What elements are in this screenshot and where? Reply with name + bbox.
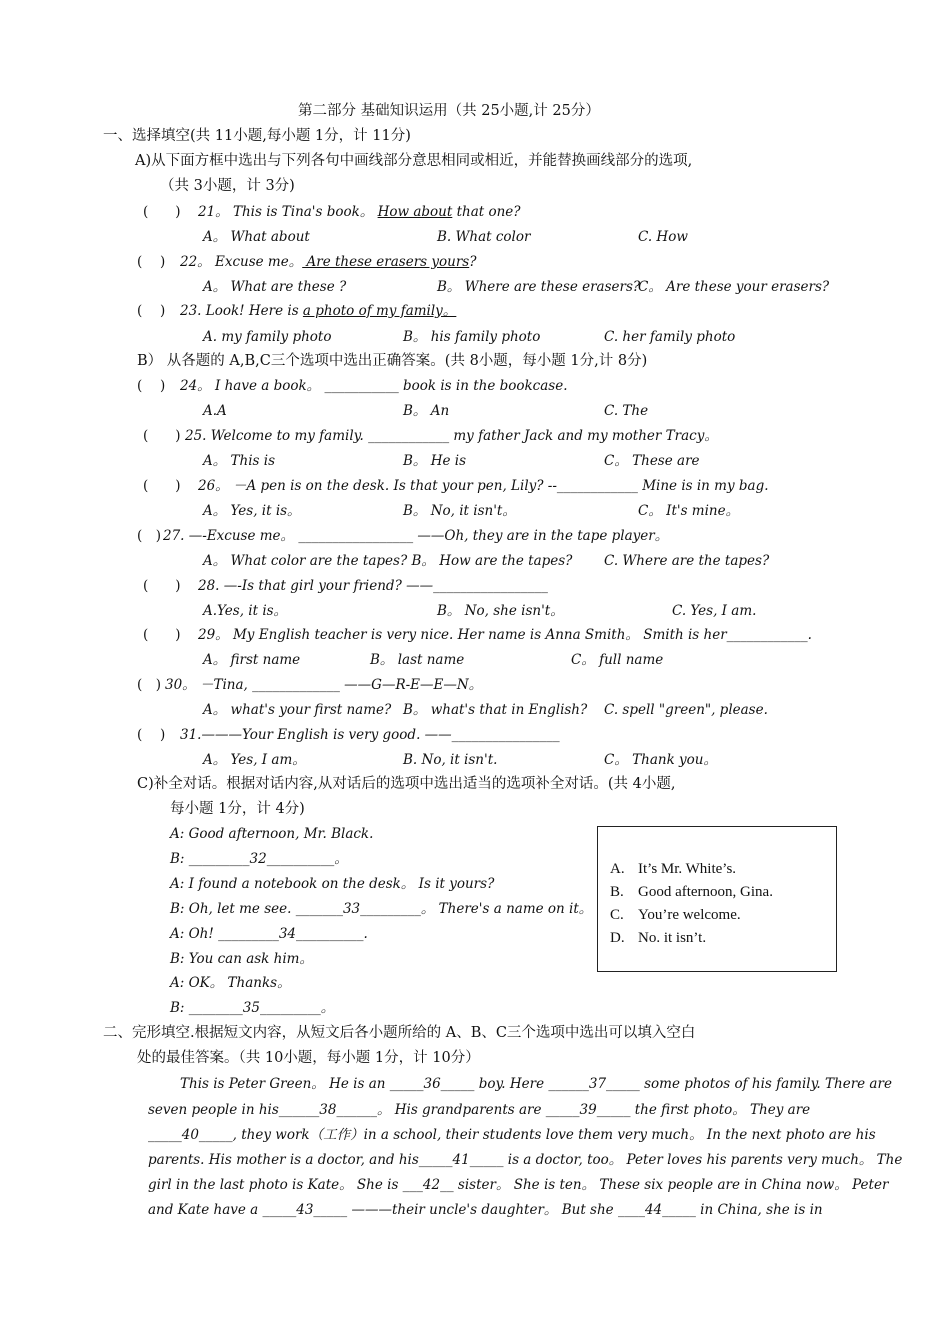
- q22-option-c: C。 Are these your erasers?: [638, 279, 830, 295]
- dialogue-options-box: [597, 826, 837, 972]
- q29-option-b: B。 last name: [370, 652, 465, 668]
- q27-option-ab: A。 What color are the tapes? B。 How are the tapes?: [203, 553, 573, 569]
- q30-option-c: C. spell "green", please.: [604, 702, 768, 718]
- passage-line: parents. His mother is a doctor, and his_____41_____ is a doctor, too。 Peter loves his parents very much。 The: [148, 1152, 903, 1168]
- dialogue-line: B: _________32__________。: [170, 851, 348, 867]
- q22-option-b: B。 Where are these erasers?: [437, 279, 641, 295]
- dialogue-line: A: OK。 Thanks。: [170, 975, 291, 991]
- q27-option-c: C. Where are the tapes?: [604, 553, 770, 569]
- q23-stem: 23. Look! Here is a photo of my family。: [180, 303, 457, 319]
- section1-header: 一、选择填空(共 11小题,每小题 1分，计 11分): [103, 128, 411, 144]
- q22-underlined: Are these erasers yours: [302, 254, 470, 270]
- q31-option-c: C。 Thank you。: [604, 752, 717, 768]
- q25-paren: ( ): [143, 428, 181, 444]
- q24-option-c: C. The: [604, 403, 649, 419]
- page-title: 第二部分 基础知识运用（共 25小题,计 25分）: [298, 103, 600, 119]
- dialogue-line: A: Good afternoon, Mr. Black.: [170, 826, 374, 842]
- q31-stem: 31.———Your English is very good. ——________________: [180, 727, 560, 743]
- passage-line: _____40_____, they work（工作）in a school, their students love them very much。 In the next photo are his: [148, 1127, 876, 1143]
- q28-stem: 28. —-Is that girl your friend? ——_________________: [198, 578, 548, 594]
- q29-option-a: A。 first name: [203, 652, 301, 668]
- partC-header: C)补全对话。根据对话内容,从对话后的选项中选出适当的选项补全对话。(共 4小题,: [137, 776, 676, 792]
- q26-option-b: B。 No, it isn't。: [403, 503, 516, 519]
- q31-option-b: B. No, it isn't.: [403, 752, 498, 768]
- partC-header-2: 每小题 1分，计 4分): [170, 801, 305, 817]
- q29-paren: ( ): [143, 627, 181, 643]
- q21-option-c: C. How: [638, 229, 688, 245]
- passage-line: This is Peter Green。 He is an _____36_____ boy. Here ______37_____ some photos of his family. There are: [180, 1076, 892, 1092]
- q23-option-b: B。 his family photo: [403, 329, 541, 345]
- q22-paren: ( ): [137, 254, 166, 270]
- section2-header: 二、完形填空.根据短文内容，从短文后各小题所给的 A、B、C三个选项中选出可以填入空白: [103, 1025, 696, 1041]
- q28-option-c: C. Yes, I am.: [672, 603, 757, 619]
- q28-option-b: B。 No, she isn't。: [437, 603, 564, 619]
- passage-line: and Kate have a _____43_____ ———their uncle's daughter。 But she ____44_____ in China, she is in: [148, 1202, 823, 1218]
- q21-stem: 21。 This is Tina's book。 How about that one?: [198, 204, 521, 220]
- q30-option-b: B。 what's that in English?: [403, 702, 588, 718]
- dialogue-line: A: Oh! _________34__________.: [170, 926, 368, 942]
- q23-option-c: C. her family photo: [604, 329, 736, 345]
- q27-stem: 27. —-Excuse me。 _________________ ——Oh, they are in the tape player。: [163, 528, 669, 544]
- section2-header-2: 处的最佳答案。（共 10小题，每小题 1分，计 10分）: [137, 1050, 480, 1066]
- partA-header: A)从下面方框中选出与下列各句中画线部分意思相同或相近，并能替换画线部分的选项,: [135, 153, 693, 169]
- dialogue-line: B: ________35_________。: [170, 1000, 335, 1016]
- q24-stem: 24。 I have a book。 ___________ book is in the bookcase.: [180, 378, 568, 394]
- partA-header-2: （共 3小题，计 3分): [160, 178, 295, 194]
- q25-option-a: A。 This is: [203, 453, 276, 469]
- passage-line: girl in the last photo is Kate。 She is ___42__ sister。 She is ten。 These six people are in China now。 Peter: [148, 1177, 889, 1193]
- q25-stem: 25. Welcome to my family. ____________ my father Jack and my mother Tracy。: [185, 428, 718, 444]
- box-option-a: A. It’s Mr. White’s.: [610, 861, 737, 877]
- partB-header: B） 从各题的 A,B,C三个选项中选出正确答案。(共 8小题，每小题 1分,计 8分): [137, 353, 648, 369]
- q25-option-c: C。 These are: [604, 453, 700, 469]
- q23-option-a: A. my family photo: [203, 329, 332, 345]
- box-option-c: C. You’re welcome.: [610, 907, 741, 923]
- dialogue-line: B: Oh, let me see. _______33_________。 There's a name on it。: [170, 901, 593, 917]
- q25-option-b: B。 He is: [403, 453, 467, 469]
- q24-option-a: A.A: [203, 403, 227, 419]
- q30-option-a: A。 what's your first name?: [203, 702, 392, 718]
- q30-stem: 30。 －Tina, _____________ ——G—R-E—E—N。: [165, 677, 483, 693]
- q27-paren: ( ): [137, 528, 162, 544]
- q21-underlined: How about: [377, 204, 453, 220]
- q22-option-a: A。 What are these ?: [203, 279, 347, 295]
- box-option-b: B. Good afternoon, Gina.: [610, 884, 773, 900]
- q21-option-b: B. What color: [437, 229, 531, 245]
- q24-option-b: B。 An: [403, 403, 450, 419]
- q30-paren: ( ): [137, 677, 162, 693]
- q28-option-a: A.Yes, it is。: [203, 603, 288, 619]
- q29-option-c: C。 full name: [571, 652, 664, 668]
- q21-paren: ( ): [143, 204, 181, 220]
- box-option-d: D. No. it isn’t.: [610, 930, 707, 946]
- passage-line: seven people in his______38______。 His grandparents are _____39_____ the first photo。 They are: [148, 1102, 811, 1118]
- q26-option-c: C。 It's mine。: [638, 503, 740, 519]
- q31-paren: ( ): [137, 727, 166, 743]
- q26-option-a: A。 Yes, it is。: [203, 503, 301, 519]
- q29-stem: 29。 My English teacher is very nice. Her name is Anna Smith。 Smith is her____________.: [198, 627, 812, 643]
- q21-option-a: A。 What about: [203, 229, 310, 245]
- q28-paren: ( ): [143, 578, 181, 594]
- q23-underlined: a photo of my family。: [302, 303, 457, 319]
- dialogue-line: A: I found a notebook on the desk。 Is it yours?: [170, 876, 495, 892]
- q23-paren: ( ): [137, 303, 166, 319]
- q22-stem: 22。 Excuse me。 Are these erasers yours?: [180, 254, 477, 270]
- q26-paren: ( ): [143, 478, 181, 494]
- q26-stem: 26。 －A pen is on the desk. Is that your pen, Lily? --____________ Mine is in my bag.: [198, 478, 769, 494]
- dialogue-line: B: You can ask him。: [170, 951, 313, 967]
- q31-option-a: A。 Yes, I am。: [203, 752, 306, 768]
- q24-paren: ( ): [137, 378, 166, 394]
